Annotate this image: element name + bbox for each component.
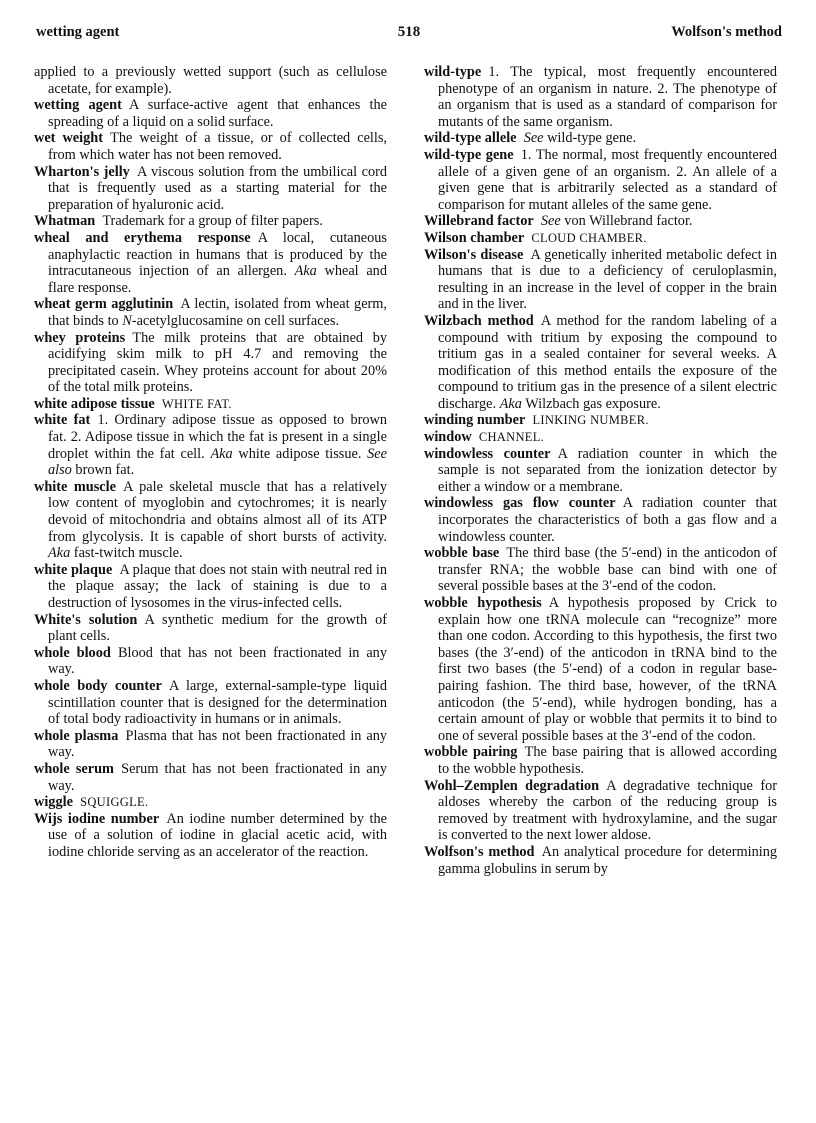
entry-definition: Blood that has not been fractionated in any way. [48,644,387,678]
cross-reference: CLOUD CHAMBER. [531,230,647,245]
dictionary-entry [424,446,777,496]
entry-definition: A synthetic medium for the growth of plant cells. [48,611,387,645]
dictionary-entry [424,545,777,595]
entry-definition: Wilzbach gas exposure. [521,395,661,412]
entry-definition: Aka [48,545,71,562]
entry-definition: von Willebrand factor. [560,213,693,230]
entry-headword: wheat germ agglutinin [34,296,174,313]
cross-reference: CHANNEL. [478,430,545,445]
entry-definition: Plasma that has not been fractionated in any way. [48,727,387,761]
entry-headword: windowless gas flow counter [424,495,616,512]
entry-definition: See also [48,445,387,479]
dictionary-entry [34,761,387,794]
dictionary-entry [34,612,387,645]
entry-definition: The milk proteins that are obtained by acidifying skim milk to pH 4.7 and removing the precipitated casein. Whey proteins account for about 20% of the total milk proteins. [48,329,387,396]
entry-definition: Aka [210,445,233,462]
header-left-guide-word: wetting agent [36,24,120,40]
entry-headword: Wilson chamber [424,229,525,246]
dictionary-entry [424,147,777,213]
dictionary-entry [34,678,387,728]
dictionary-entry [34,794,387,811]
dictionary-entry [424,313,777,413]
entry-definition: applied to a previously wetted support (such as cellulose acetate, for example). [34,64,387,97]
cross-reference: SQUIGGLE. [80,795,149,810]
entry-definition: white adipose tissue. [232,445,368,462]
entry-definition: A radiation counter in which the sample is not separated from the ionization detector by either a window or a membrane. [438,445,777,495]
entry-definition: wheal and flare response. [48,263,387,296]
running-header [36,24,782,44]
dictionary-entry [34,562,387,612]
dictionary-entry [34,479,387,562]
dictionary-entry [34,728,387,761]
entry-headword: Wilson's disease [424,246,524,263]
entry-headword: Wolfson's method [424,843,535,860]
entry-definition: See [540,213,561,230]
dictionary-entry [34,645,387,678]
entry-headword: whey proteins [34,329,126,346]
entry-headword: wobble pairing [424,744,518,761]
dictionary-entry [424,130,777,147]
entry-headword: white fat [34,412,91,429]
entry-headword: white adipose tissue [34,395,155,412]
entry-headword: Wijs iodine number [34,810,160,827]
entry-definition: A genetically inherited metabolic defect in humans that is due to a deficiency of ceruloplasmin, resulting in an increase in the level of copper in the brain and in the liver. [438,246,777,313]
entry-definition: fast-twitch muscle. [70,545,183,562]
dictionary-entry [34,811,387,861]
entry-definition: A pale skeletal muscle that has a relatively low content of myoglobin and cytochromes; it is nearly devoid of mitochondria and obtains almost all of its ATP from glycolysis. It is capable of short bursts of activity. [48,478,387,545]
entry-definition: A local, cutaneous anaphylactic reaction in humans that is produced by the intracutaneous injection of an allergen. [48,229,387,280]
entry-definition: See [523,130,544,147]
entry-definition: Aka [499,395,522,412]
dictionary-entry [424,778,777,844]
dictionary-entry [34,130,387,163]
entry-headword: Wohl–Zemplen degradation [424,777,600,794]
dictionary-entry [34,97,387,130]
left-column [34,64,387,861]
entry-headword: wild-type [424,64,482,80]
entry-headword: wild-type allele [424,130,517,147]
entry-definition: An iodine number determined by the use of a solution of iodine in glacial acetic acid, with iodine chloride serving as an accelerator of the reaction. [48,810,388,860]
dictionary-entry [424,495,777,545]
entry-headword: White's solution [34,611,138,628]
entry-definition: brown fat. [71,462,135,479]
page-number: 518 [397,24,421,40]
entry-headword: whole blood [34,644,111,661]
entry-definition: wild-type gene. [543,130,637,147]
right-column [424,64,777,877]
cross-reference: LINKING NUMBER. [532,413,649,428]
entry-headword: wet weight [34,130,103,147]
entry-headword: winding number [424,412,526,429]
entry-definition: The third base (the 5′-end) in the anticodon of transfer RNA; the wobble base can bind with one of several possible bases at the 3′-end of the codon. [438,545,777,595]
entry-definition: A lectin, isolated from wheat germ, that binds to [48,296,387,329]
dictionary-entry [424,213,777,230]
dictionary-entry [34,412,387,478]
dictionary-entry [424,64,777,130]
entry-definition: N [122,312,132,329]
entry-headword: Wharton's jelly [34,163,130,180]
entry-headword: wobble base [424,545,500,562]
cross-reference: WHITE FAT. [161,396,232,411]
dictionary-entry [424,412,777,429]
entry-headword: window [424,429,472,446]
entry-headword: wild-type gene [424,146,514,163]
entry-headword: white plaque [34,561,113,578]
entry-headword: wetting agent [34,97,122,114]
entry-definition: 1. Ordinary adipose tissue as opposed to brown fat. 2. Adipose tissue in which the fat is present in a single droplet within the fat cell. [48,412,387,462]
entry-definition: 1. The typical, most frequently encountered phenotype of an organism in nature. 2. The phenotype of an organism that is used as a standard of comparison for mutants of the same organism. [438,64,777,130]
entry-definition: The weight of a tissue, or of collected cells, from which water has not been removed. [48,130,387,163]
entry-headword: wiggle [34,794,73,811]
dictionary-entry [424,844,777,877]
entry-definition: A hypothesis proposed by Crick to explain how one tRNA molecule can “recognize” more than one codon. According to this hypothesis, the first two bases (the 3′-end) of the anticodon in tRNA bind to the first two bases (the 5′-end) of a codon in regular base-pairing fashion. The third base, however, of the tRNA anticodon (the 5′-end), while hydrogen bonding, has a certain amount of play or wobble that permits it to bind to one of several possible bases at the 3′-end of the codon. [438,595,777,744]
dictionary-entry [424,744,777,777]
dictionary-entry [34,213,387,230]
entry-definition: A degradative technique for aldoses whereby the carbon of the reducing group is removed by treatment with hydroxylamine, and the sugar is converted to the next lower aldose. [438,777,778,844]
entry-definition: A radiation counter that incorporates the characteristics of both a gas flow and a windowless counter. [438,495,777,545]
entry-headword: wheal and erythema response [34,229,251,246]
entry-headword: whole serum [34,760,114,777]
dictionary-entry [34,396,387,413]
entry-definition: 1. The normal, most frequently encountered allele of a given gene of an organism. 2. An allele of a given gene that is arbitrarily selected as a standard of comparison for mutant alleles of the same gene. [438,146,777,213]
entry-definition: A large, external-sample-type liquid scintillation counter that is designed for the determination of total body radioactivity in humans or in animals. [48,677,387,728]
entry-definition: Aka [294,263,317,280]
entry-headword: windowless counter [424,445,551,462]
entry-headword: white muscle [34,478,116,495]
entry-definition: A surface-active agent that enhances the spreading of a liquid on a solid surface. [48,97,388,130]
entry-definition: A method for the random labeling of a compound with tritium by exposing the compound to tritium gas in a sealed container for several weeks. A modification of this method entails the exposure of the compound to tritium gas in the presence of a silent electric discharge. [438,312,777,412]
dictionary-entry [34,164,387,214]
entry-headword: whole body counter [34,677,162,694]
header-right-guide-word: Wolfson's method [671,24,782,40]
entry-definition: A plaque that does not stain with neutral red in the plaque assay; the lack of staining is due to a destruction of lysosomes in the virus-infected cells. [48,561,388,611]
dictionary-entry [424,247,777,313]
entry-headword: Whatman [34,213,96,230]
entry-headword: wobble hypothesis [424,595,542,611]
dictionary-entry [424,429,777,446]
dictionary-entry [34,230,387,296]
entry-definition: The base pairing that is allowed according to the wobble hypothesis. [438,744,777,777]
dictionary-entry [424,595,777,744]
dictionary-entry [34,296,387,329]
dictionary-entry [34,330,387,396]
entry-headword: whole plasma [34,727,119,744]
entry-headword: Wilzbach method [424,312,534,329]
entry-definition: An analytical procedure for determining gamma globulins in serum by [438,843,778,877]
entry-definition: -acetylglucosamine on cell surfaces. [131,312,340,329]
dictionary-entry [34,64,387,97]
entry-headword: Willebrand factor [424,213,534,230]
entry-definition: Serum that has not been fractionated in any way. [48,760,387,794]
entry-definition: A viscous solution from the umbilical cord that is frequently used as a starting material for the preparation of hyaluronic acid. [48,163,387,213]
entry-definition: Trademark for a group of filter papers. [102,213,323,230]
dictionary-entry [424,230,777,247]
